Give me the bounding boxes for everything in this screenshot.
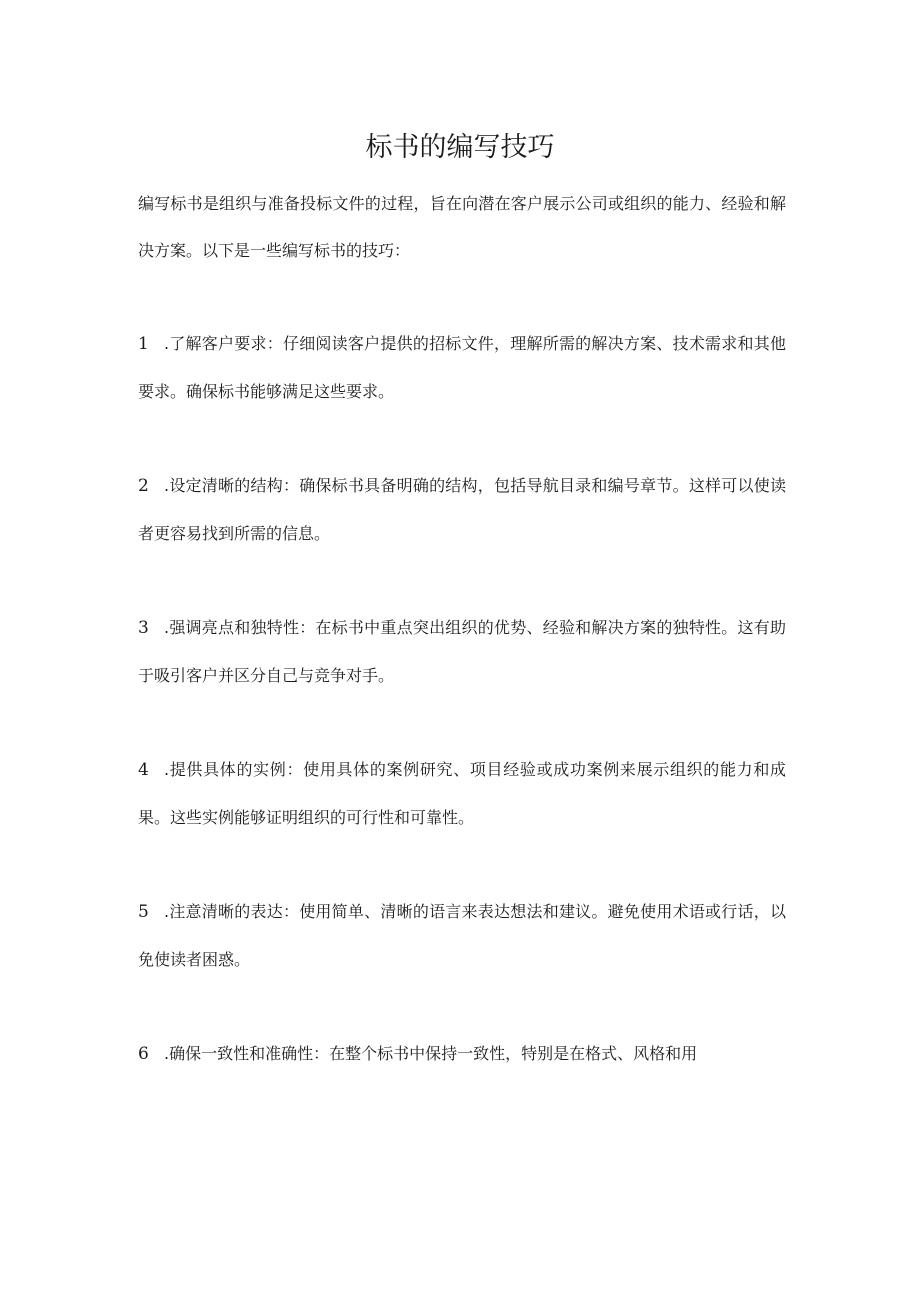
tip-item-4	[138, 746, 786, 841]
tip-number: 4	[138, 760, 149, 780]
tip-text: .提供具体的实例：使用具体的案例研究、项目经验或成功案例来展示组织的能力和成果。这些实例能够证明组织的可行性和可靠性。	[138, 760, 786, 827]
tip-number: 6	[138, 1044, 149, 1064]
tip-item-1	[138, 320, 786, 415]
tip-number: 2	[138, 476, 149, 496]
tip-text: .注意清晰的表达：使用简单、清晰的语言来表达想法和建议。避免使用术语或行话，以免使读者困惑。	[138, 902, 786, 969]
tip-text: .了解客户要求：仔细阅读客户提供的招标文件，理解所需的解决方案、技术需求和其他要求。确保标书能够满足这些要求。	[138, 334, 786, 401]
tip-number: 5	[138, 902, 149, 922]
tip-number: 1	[138, 334, 149, 354]
tip-text: .强调亮点和独特性：在标书中重点突出组织的优势、经验和解决方案的独特性。这有助于吸引客户并区分自己与竞争对手。	[138, 618, 786, 685]
tip-item-6	[138, 1030, 786, 1078]
intro-paragraph: 编写标书是组织与准备投标文件的过程，旨在向潜在客户展示公司或组织的能力、经验和解决方案。以下是一些编写标书的技巧：	[138, 194, 786, 260]
tip-item-5	[138, 888, 786, 983]
tip-text: .设定清晰的结构：确保标书具备明确的结构，包括导航目录和编号章节。这样可以使读者更容易找到所需的信息。	[138, 476, 786, 543]
tip-item-2	[138, 462, 786, 557]
tip-item-3	[138, 604, 786, 699]
tip-number: 3	[138, 618, 149, 638]
document-title: 标书的编写技巧	[365, 132, 555, 163]
tip-text: .确保一致性和准确性：在整个标书中保持一致性，特别是在格式、风格和用	[164, 1044, 698, 1063]
